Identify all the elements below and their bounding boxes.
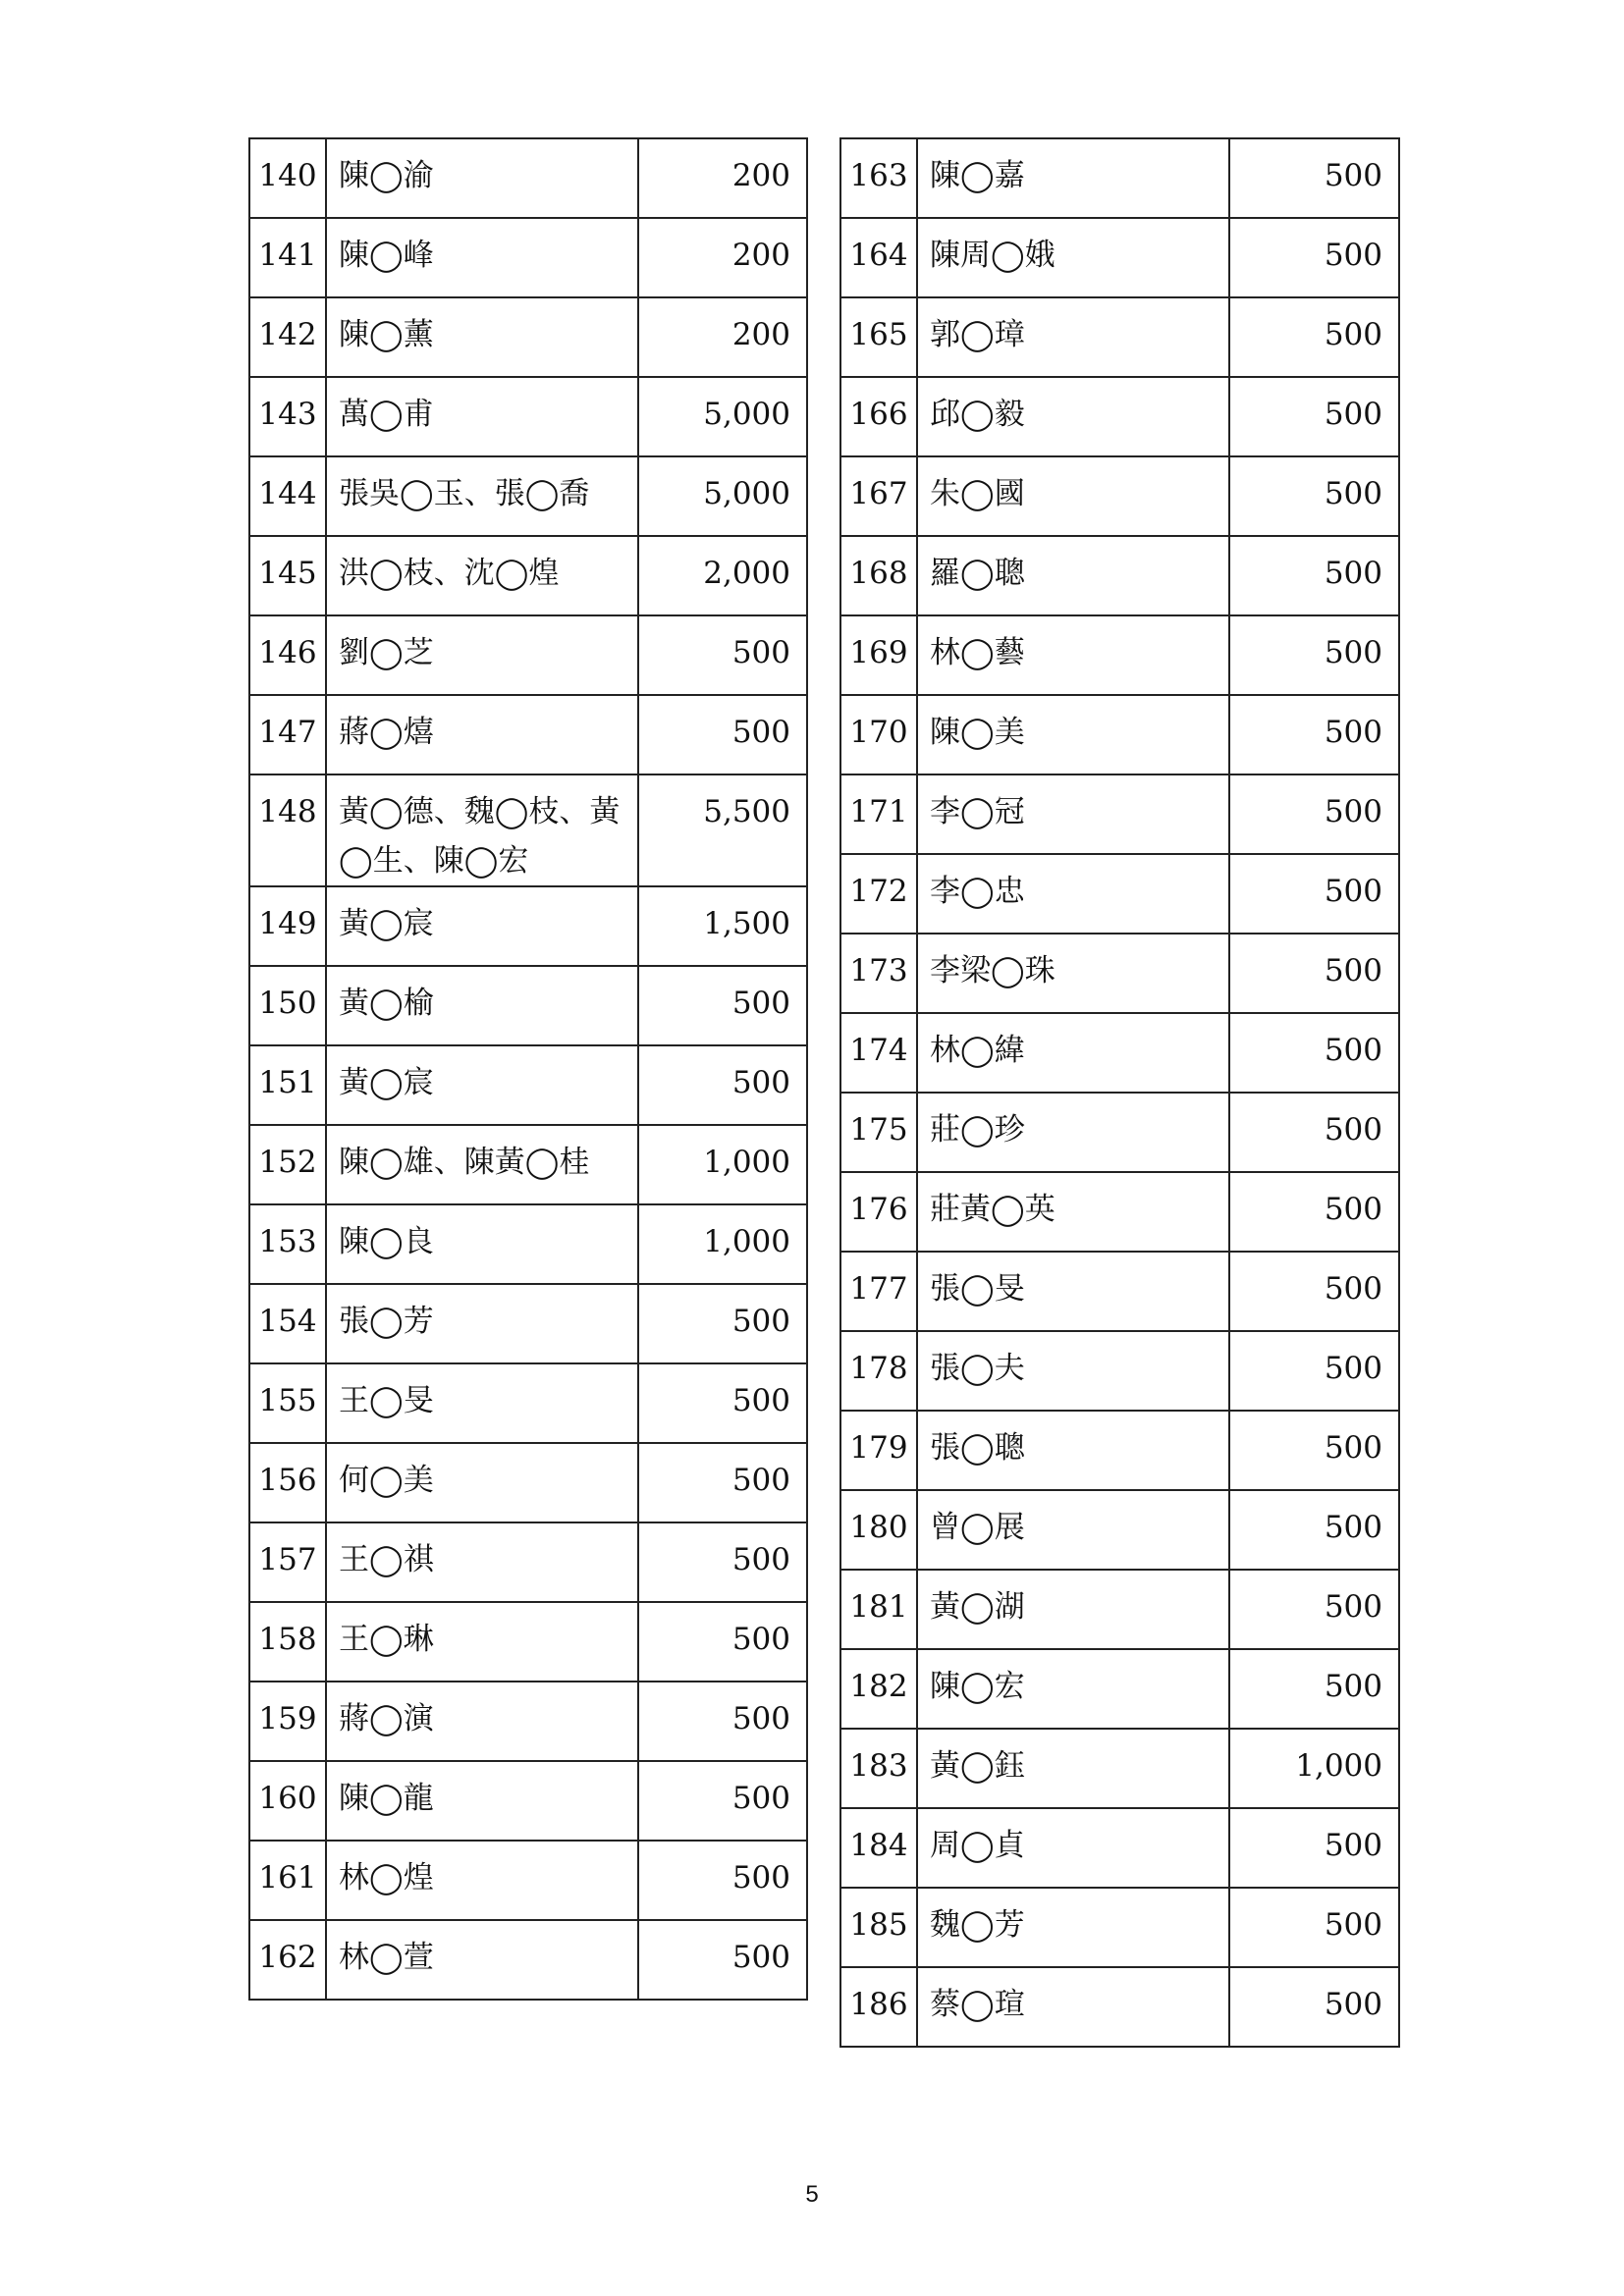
donation-amount: 500 (638, 1602, 807, 1682)
donor-name: 張吳◯玉、張◯喬 (326, 456, 638, 536)
donation-amount: 1,000 (638, 1204, 807, 1284)
row-number: 153 (249, 1204, 326, 1284)
row-number: 167 (840, 456, 917, 536)
row-number: 183 (840, 1729, 917, 1808)
donor-name: 陳周◯娥 (917, 218, 1229, 297)
row-number: 164 (840, 218, 917, 297)
row-number: 166 (840, 377, 917, 456)
row-number: 171 (840, 774, 917, 854)
row-number: 143 (249, 377, 326, 456)
row-number: 175 (840, 1093, 917, 1172)
row-number: 169 (840, 615, 917, 695)
row-number: 180 (840, 1490, 917, 1570)
donation-amount: 500 (638, 1284, 807, 1363)
row-number: 174 (840, 1013, 917, 1093)
page-number: 5 (805, 2181, 819, 2208)
donor-name: 周◯貞 (917, 1808, 1229, 1888)
donor-name: 黃◯鈺 (917, 1729, 1229, 1808)
donation-amount: 500 (638, 1443, 807, 1522)
donation-amount: 500 (1229, 774, 1399, 854)
table-row (840, 854, 1399, 934)
row-number: 168 (840, 536, 917, 615)
row-number: 186 (840, 1967, 917, 2047)
donor-name: 陳◯美 (917, 695, 1229, 774)
table-row (249, 536, 807, 615)
donation-amount: 500 (1229, 695, 1399, 774)
row-number: 154 (249, 1284, 326, 1363)
row-number: 178 (840, 1331, 917, 1411)
donor-name: 萬◯甫 (326, 377, 638, 456)
donor-name: 陳◯渝 (326, 138, 638, 218)
table-row (249, 297, 807, 377)
table-row (249, 138, 807, 218)
table-row (840, 1411, 1399, 1490)
donation-amount: 500 (1229, 1570, 1399, 1649)
donor-name: 邱◯毅 (917, 377, 1229, 456)
table-row (840, 1649, 1399, 1729)
table-row (249, 1125, 807, 1204)
donor-name: 何◯美 (326, 1443, 638, 1522)
table-row (840, 138, 1399, 218)
row-number: 182 (840, 1649, 917, 1729)
row-number: 163 (840, 138, 917, 218)
donation-amount: 500 (638, 615, 807, 695)
donation-amount: 200 (638, 138, 807, 218)
donor-name: 陳◯良 (326, 1204, 638, 1284)
donation-amount: 500 (1229, 218, 1399, 297)
donation-amount: 500 (1229, 854, 1399, 934)
table-row (840, 1172, 1399, 1252)
row-number: 140 (249, 138, 326, 218)
row-number: 144 (249, 456, 326, 536)
donor-name: 蔡◯瑄 (917, 1967, 1229, 2047)
donation-amount: 5,500 (638, 774, 807, 886)
donation-amount: 500 (638, 966, 807, 1045)
donor-name: 陳◯雄、陳黃◯桂 (326, 1125, 638, 1204)
row-number: 155 (249, 1363, 326, 1443)
donation-amount: 500 (638, 1761, 807, 1841)
row-number: 156 (249, 1443, 326, 1522)
donor-name: 王◯祺 (326, 1522, 638, 1602)
donor-name: 黃◯宸 (326, 886, 638, 966)
donor-name: 黃◯宸 (326, 1045, 638, 1125)
donor-name: 林◯萱 (326, 1920, 638, 2000)
table-row (249, 1045, 807, 1125)
donor-name: 魏◯芳 (917, 1888, 1229, 1967)
donor-name: 劉◯芝 (326, 615, 638, 695)
table-row (249, 615, 807, 695)
row-number: 147 (249, 695, 326, 774)
donor-name: 陳◯嘉 (917, 138, 1229, 218)
donor-name: 黃◯德、魏◯枝、黃◯生、陳◯宏 (326, 774, 638, 886)
table-row (840, 297, 1399, 377)
table-row (249, 1682, 807, 1761)
row-number: 160 (249, 1761, 326, 1841)
table-row (249, 966, 807, 1045)
table-row (249, 1920, 807, 2000)
donation-amount: 500 (1229, 456, 1399, 536)
row-number: 145 (249, 536, 326, 615)
table-row (249, 1363, 807, 1443)
table-row (840, 536, 1399, 615)
table-row (840, 1808, 1399, 1888)
donation-amount: 500 (1229, 1411, 1399, 1490)
donation-amount: 1,000 (638, 1125, 807, 1204)
row-number: 161 (249, 1841, 326, 1920)
table-row (249, 1284, 807, 1363)
table-row (249, 1204, 807, 1284)
donor-name: 張◯旻 (917, 1252, 1229, 1331)
row-number: 159 (249, 1682, 326, 1761)
table-row (840, 1967, 1399, 2047)
table-row (249, 1761, 807, 1841)
donation-amount: 500 (638, 1920, 807, 2000)
donor-name: 陳◯峰 (326, 218, 638, 297)
table-row (840, 1729, 1399, 1808)
row-number: 185 (840, 1888, 917, 1967)
row-number: 170 (840, 695, 917, 774)
donation-amount: 500 (1229, 138, 1399, 218)
donation-amount: 1,000 (1229, 1729, 1399, 1808)
table-row (249, 456, 807, 536)
donor-name: 莊黃◯英 (917, 1172, 1229, 1252)
donor-name: 羅◯聰 (917, 536, 1229, 615)
donation-amount: 5,000 (638, 377, 807, 456)
table-row (249, 1522, 807, 1602)
row-number: 158 (249, 1602, 326, 1682)
donation-amount: 500 (1229, 1490, 1399, 1570)
donor-name: 黃◯湖 (917, 1570, 1229, 1649)
donor-name: 林◯煌 (326, 1841, 638, 1920)
row-number: 149 (249, 886, 326, 966)
table-row (840, 695, 1399, 774)
donor-name: 張◯芳 (326, 1284, 638, 1363)
donor-name: 莊◯珍 (917, 1093, 1229, 1172)
donation-amount: 500 (638, 1682, 807, 1761)
table-row (840, 774, 1399, 854)
donor-name: 陳◯宏 (917, 1649, 1229, 1729)
donor-name: 張◯夫 (917, 1331, 1229, 1411)
donor-name: 陳◯薰 (326, 297, 638, 377)
donor-name: 林◯藝 (917, 615, 1229, 695)
table-row (840, 1093, 1399, 1172)
row-number: 142 (249, 297, 326, 377)
donation-amount: 500 (1229, 1172, 1399, 1252)
donation-amount: 1,500 (638, 886, 807, 966)
table-row (840, 934, 1399, 1013)
donation-amount: 2,000 (638, 536, 807, 615)
table-row (840, 218, 1399, 297)
donation-amount: 500 (1229, 934, 1399, 1013)
donor-table-right (839, 137, 1400, 2048)
donation-amount: 500 (638, 1363, 807, 1443)
table-row (840, 1490, 1399, 1570)
donor-name: 洪◯枝、沈◯煌 (326, 536, 638, 615)
donation-amount: 500 (1229, 615, 1399, 695)
row-number: 141 (249, 218, 326, 297)
table-row (249, 377, 807, 456)
donation-amount: 500 (638, 1045, 807, 1125)
donor-name: 李◯忠 (917, 854, 1229, 934)
table-row (840, 456, 1399, 536)
donation-amount: 5,000 (638, 456, 807, 536)
table-row (249, 1841, 807, 1920)
table-row (840, 1570, 1399, 1649)
donation-amount: 500 (1229, 1093, 1399, 1172)
row-number: 148 (249, 774, 326, 886)
donor-name: 蔣◯演 (326, 1682, 638, 1761)
row-number: 151 (249, 1045, 326, 1125)
row-number: 162 (249, 1920, 326, 2000)
donation-amount: 500 (1229, 1649, 1399, 1729)
donation-amount: 200 (638, 218, 807, 297)
row-number: 177 (840, 1252, 917, 1331)
donor-name: 李梁◯珠 (917, 934, 1229, 1013)
table-row (249, 1443, 807, 1522)
table-row (840, 377, 1399, 456)
donation-amount: 500 (1229, 1252, 1399, 1331)
table-row (249, 774, 807, 886)
row-number: 157 (249, 1522, 326, 1602)
row-number: 152 (249, 1125, 326, 1204)
table-row (249, 218, 807, 297)
row-number: 184 (840, 1808, 917, 1888)
donor-name: 陳◯龍 (326, 1761, 638, 1841)
table-row (249, 695, 807, 774)
donation-amount: 500 (638, 1522, 807, 1602)
donor-name: 蔣◯熺 (326, 695, 638, 774)
donation-amount: 500 (1229, 1013, 1399, 1093)
donation-amount: 500 (638, 1841, 807, 1920)
donor-name: 林◯緯 (917, 1013, 1229, 1093)
row-number: 179 (840, 1411, 917, 1490)
donor-name: 曾◯展 (917, 1490, 1229, 1570)
table-row (249, 1602, 807, 1682)
table-row (840, 1252, 1399, 1331)
row-number: 172 (840, 854, 917, 934)
donation-amount: 500 (1229, 297, 1399, 377)
donor-name: 張◯聰 (917, 1411, 1229, 1490)
table-row (840, 1888, 1399, 1967)
donation-amount: 200 (638, 297, 807, 377)
table-row (840, 615, 1399, 695)
donation-amount: 500 (1229, 1808, 1399, 1888)
donor-name: 王◯琳 (326, 1602, 638, 1682)
donation-amount: 500 (1229, 536, 1399, 615)
donor-table-left (248, 137, 808, 2001)
donation-amount: 500 (1229, 377, 1399, 456)
donation-amount: 500 (1229, 1888, 1399, 1967)
table-row (249, 886, 807, 966)
row-number: 165 (840, 297, 917, 377)
donor-name: 郭◯璋 (917, 297, 1229, 377)
donation-amount: 500 (1229, 1967, 1399, 2047)
row-number: 150 (249, 966, 326, 1045)
row-number: 173 (840, 934, 917, 1013)
table-row (840, 1013, 1399, 1093)
row-number: 176 (840, 1172, 917, 1252)
donor-name: 黃◯榆 (326, 966, 638, 1045)
donation-amount: 500 (638, 695, 807, 774)
table-row (840, 1331, 1399, 1411)
donor-name: 王◯旻 (326, 1363, 638, 1443)
donor-name: 李◯冠 (917, 774, 1229, 854)
row-number: 146 (249, 615, 326, 695)
donor-name: 朱◯國 (917, 456, 1229, 536)
donation-amount: 500 (1229, 1331, 1399, 1411)
row-number: 181 (840, 1570, 917, 1649)
